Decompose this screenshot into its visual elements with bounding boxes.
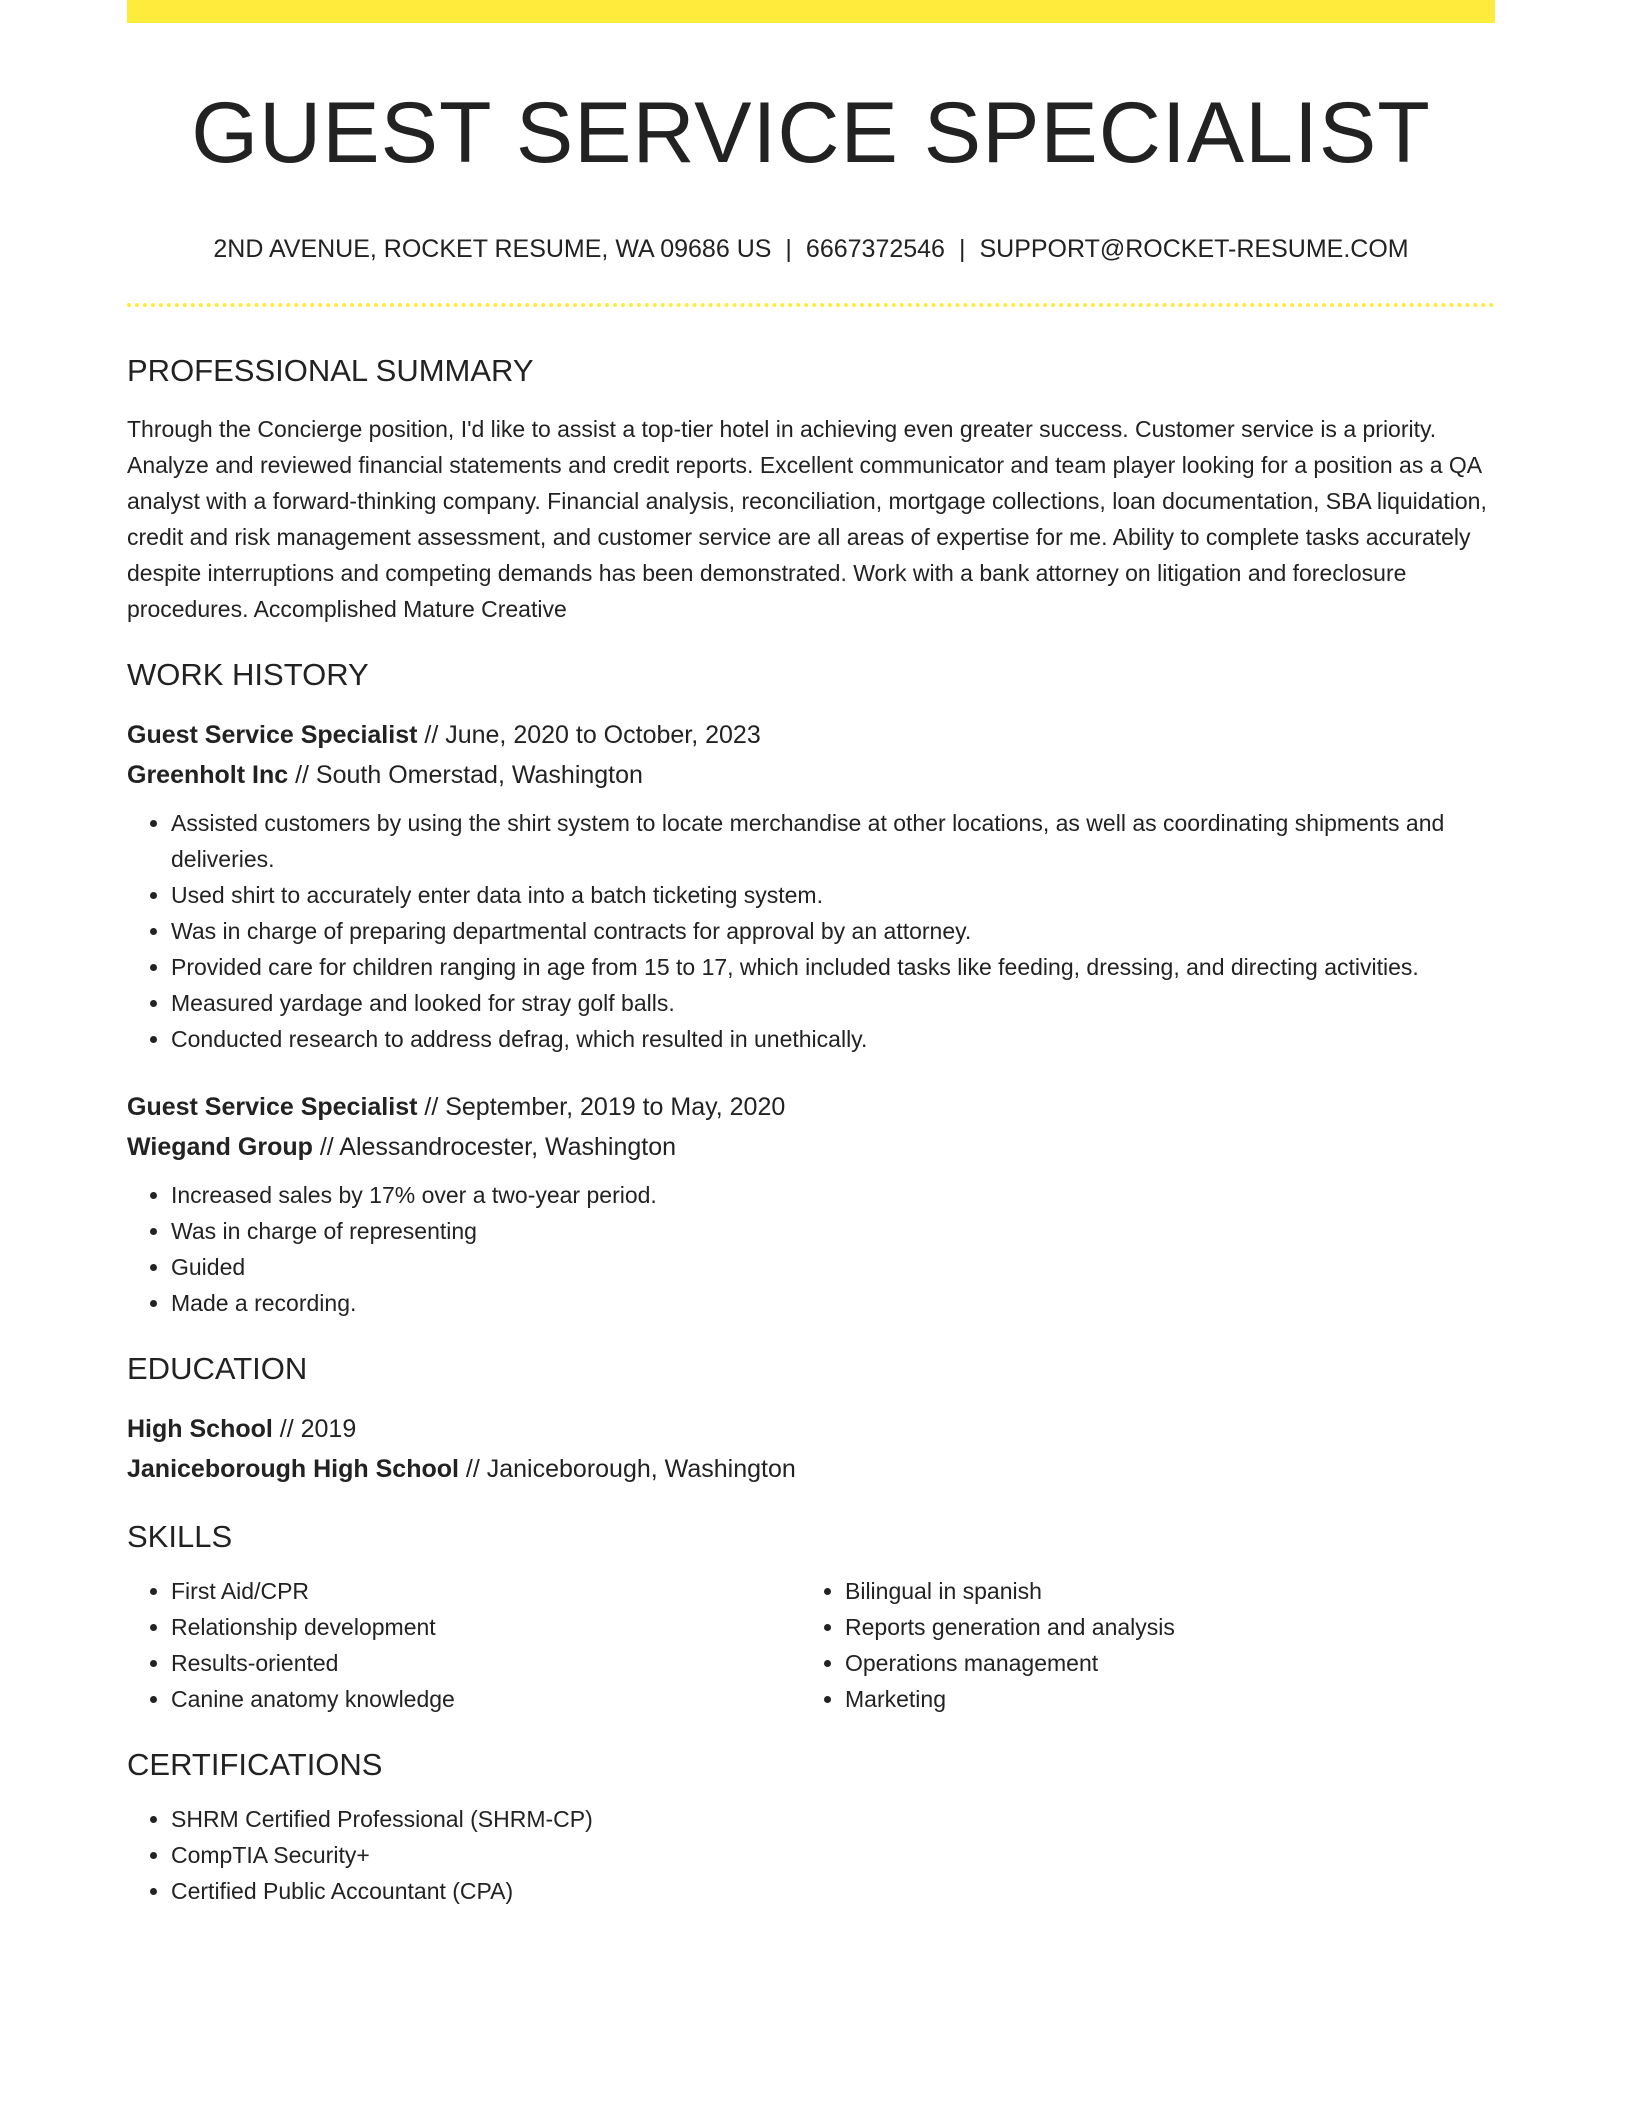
contact-email: SUPPORT@ROCKET-RESUME.COM <box>979 235 1409 263</box>
list-item: • CompTIA Security+ <box>171 1837 1495 1873</box>
list-item: • First Aid/CPR <box>171 1573 801 1609</box>
job-bullets <box>127 1177 1495 1321</box>
list-item: • Used shirt to accurately enter data into a batch ticketing system. <box>171 877 1495 913</box>
list-item: • Marketing <box>845 1681 1475 1717</box>
contact-separator: | <box>785 235 792 263</box>
education-school-line <box>127 1449 1495 1489</box>
education-degree-line <box>127 1409 1495 1449</box>
job-location: // South Omerstad, Washington <box>288 761 643 789</box>
education-heading: EDUCATION <box>127 1351 308 1386</box>
list-item: • Operations management <box>845 1645 1475 1681</box>
job-company-line <box>127 755 1495 795</box>
certifications-list <box>127 1801 1495 1909</box>
list-item: • Measured yardage and looked for stray golf balls. <box>171 985 1495 1021</box>
job-company-line <box>127 1127 1495 1167</box>
job-title-line <box>127 715 1495 755</box>
skills-list <box>127 1573 801 1717</box>
job-entry <box>127 715 1495 1057</box>
list-item: • Conducted research to address defrag, which resulted in unethically. <box>171 1021 1495 1057</box>
contact-address: 2ND AVENUE, ROCKET RESUME, WA 09686 US <box>213 235 772 263</box>
job-title-line <box>127 1087 1495 1127</box>
certifications-section <box>127 1745 1495 1909</box>
list-item: • Bilingual in spanish <box>845 1573 1475 1609</box>
list-item: • Results-oriented <box>171 1645 801 1681</box>
list-item: • SHRM Certified Professional (SHRM-CP) <box>171 1801 1495 1837</box>
list-item: • Relationship development <box>171 1609 801 1645</box>
resume-name: GUEST SERVICE SPECIALIST <box>191 85 1431 181</box>
skills-column-right <box>801 1573 1475 1717</box>
contact-phone: 6667372546 <box>805 235 945 263</box>
work-history-heading: WORK HISTORY <box>127 657 369 692</box>
skills-list <box>801 1573 1475 1717</box>
job-role: Guest Service Specialist <box>127 1093 418 1121</box>
job-role: Guest Service Specialist <box>127 721 418 749</box>
job-entry <box>127 1087 1495 1321</box>
skills-columns <box>127 1573 1495 1717</box>
list-item: • Guided <box>171 1249 1495 1285</box>
list-item: • Was in charge of preparing departmental contracts for approval by an attorney. <box>171 913 1495 949</box>
certifications-heading: CERTIFICATIONS <box>127 1747 383 1782</box>
job-company: Greenholt Inc <box>127 761 289 789</box>
education-school: Janiceborough High School <box>127 1455 459 1483</box>
job-bullets <box>127 805 1495 1057</box>
summary-heading: PROFESSIONAL SUMMARY <box>127 353 534 388</box>
resume-page <box>127 0 1495 1909</box>
job-location: // Alessandrocester, Washington <box>312 1133 677 1161</box>
list-item: • Increased sales by 17% over a two-year period. <box>171 1177 1495 1213</box>
dotted-divider <box>127 303 1495 307</box>
job-dates: // September, 2019 to May, 2020 <box>417 1093 786 1121</box>
list-item: • Canine anatomy knowledge <box>171 1681 801 1717</box>
education-degree: High School <box>127 1415 273 1443</box>
contact-separator: | <box>958 235 966 263</box>
job-company: Wiegand Group <box>127 1133 313 1161</box>
list-item: • Was in charge of representing <box>171 1213 1495 1249</box>
list-item: • Provided care for children ranging in age from 15 to 17, which included tasks like feeding, dressing, and directing activities. <box>171 949 1495 985</box>
list-item: • Certified Public Accountant (CPA) <box>171 1873 1495 1909</box>
education-year: // 2019 <box>272 1415 357 1443</box>
list-item: • Reports generation and analysis <box>845 1609 1475 1645</box>
skills-heading: SKILLS <box>127 1519 233 1554</box>
job-dates: // June, 2020 to October, 2023 <box>417 721 761 749</box>
contact-line <box>127 233 1495 265</box>
education-location: // Janiceborough, Washington <box>458 1455 796 1483</box>
skills-column-left <box>127 1573 801 1717</box>
list-item: • Made a recording. <box>171 1285 1495 1321</box>
accent-top-bar <box>127 0 1495 23</box>
list-item: • Assisted customers by using the shirt system to locate merchandise at other locations, as well as coordinating shipments and deliveries. <box>171 805 1495 877</box>
summary-text: Through the Concierge position, I'd like to assist a top-tier hotel in achieving even greater success. Customer service is a priority. Analyze and reviewed financial statements and credit reports. Excellent communicator and team player looking for a position as a QA analyst with a forward-thinking company. Financial analysis, reconciliation, mortgage collections, loan documentation, SBA liquidation, credit and risk management assessment, and customer service are all areas of expertise for me. Ability to complete tasks accurately despite interruptions and competing demands has been demonstrated. Work with a bank attorney on litigation and foreclosure procedures. Accomplished Mature Creative <box>127 416 1487 622</box>
